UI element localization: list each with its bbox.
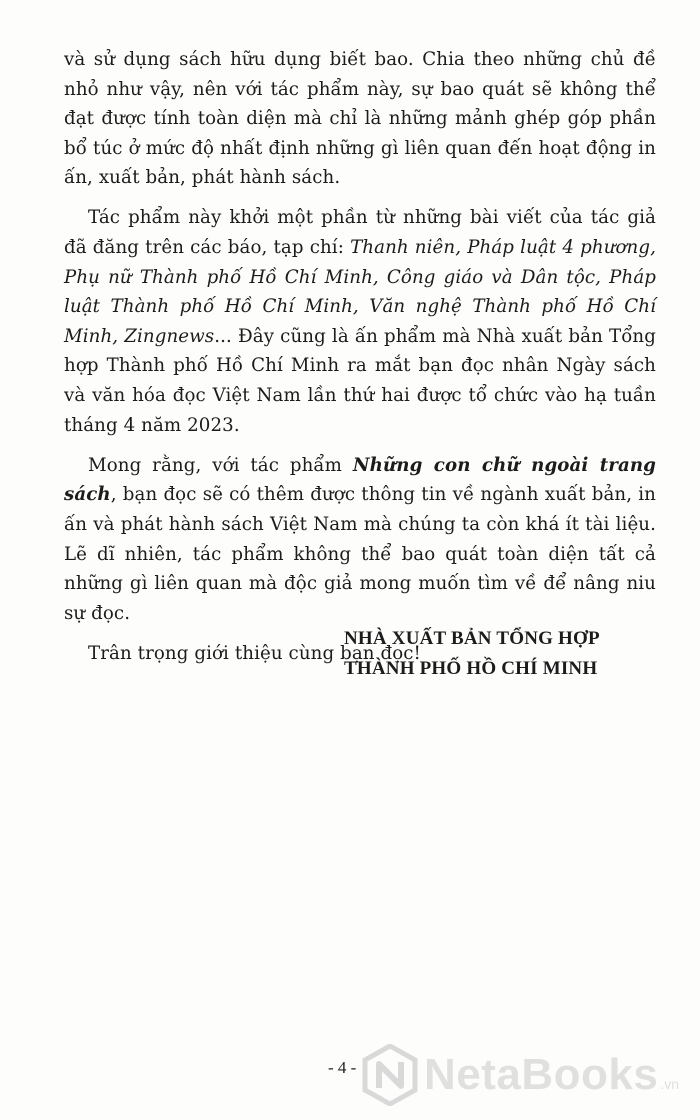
watermark [362,1044,679,1106]
paragraph-2-lead: Tác phẩm này khởi một phần từ những bài viết của tác giả đã đăng trên các báo, tạp chí: [64,207,656,259]
book-title: Những con chữ ngoài trang sách [64,454,656,506]
publication-list: Thanh niên, Pháp luật 4 phương, Phụ nữ Thành phố Hồ Chí Minh, Công giáo và Dân tộc, Pháp luật Thành phố Hồ Chí Minh, Văn nghệ Thành phố Hồ Chí Minh, Zingnews [64,237,656,347]
netabooks-logo-icon [362,1044,418,1106]
paragraph-4: Trân trọng giới thiệu cùng bạn đọc! [88,642,421,664]
signature-line-1: NHÀ XUẤT BẢN TỔNG HỢP [344,628,600,649]
watermark-suffix: .vn [660,1076,680,1092]
body-text [64,45,656,679]
paragraph-3 [64,451,656,629]
signature-line-2: THÀNH PHỐ HỒ CHÍ MINH [344,658,598,679]
paragraph-1: và sử dụng sách hữu dụng biết bao. Chia theo những chủ đề nhỏ như vậy, nên với tác phẩm này, sự bao quát sẽ không thể đạt được tính toàn diện mà chỉ là những mảnh ghép góp phần bổ túc ở mức độ nhất định những gì liên quan đến hoạt động in ấn, xuất bản, phát hành sách. [64,49,656,189]
publisher-signature [344,624,664,684]
paragraph-3-tail: , bạn đọc sẽ có thêm được thông tin về ngành xuất bản, in ấn và phát hành sách Việt Nam mà chúng ta còn khá ít tài liệu. Lẽ dĩ nhiên, tác phẩm không thể bao quát toàn diện tất cả những gì liên quan mà độc giả mong muốn tìm về để nâng niu sự đọc. [64,484,656,624]
paragraph-3-lead: Mong rằng, với tác phẩm [88,454,353,476]
page-number: - 4 - [328,1058,357,1077]
watermark-brand: NetaBooks [424,1050,659,1099]
paragraph-2-tail: ... Đây cũng là ấn phẩm mà Nhà xuất bản Tổng hợp Thành phố Hồ Chí Minh ra mắt bạn đọc nhân Ngày sách và văn hóa đọc Việt Nam lần thứ hai được tổ chức vào hạ tuần tháng 4 năm 2023. [64,325,656,436]
paragraph-2 [64,203,656,440]
